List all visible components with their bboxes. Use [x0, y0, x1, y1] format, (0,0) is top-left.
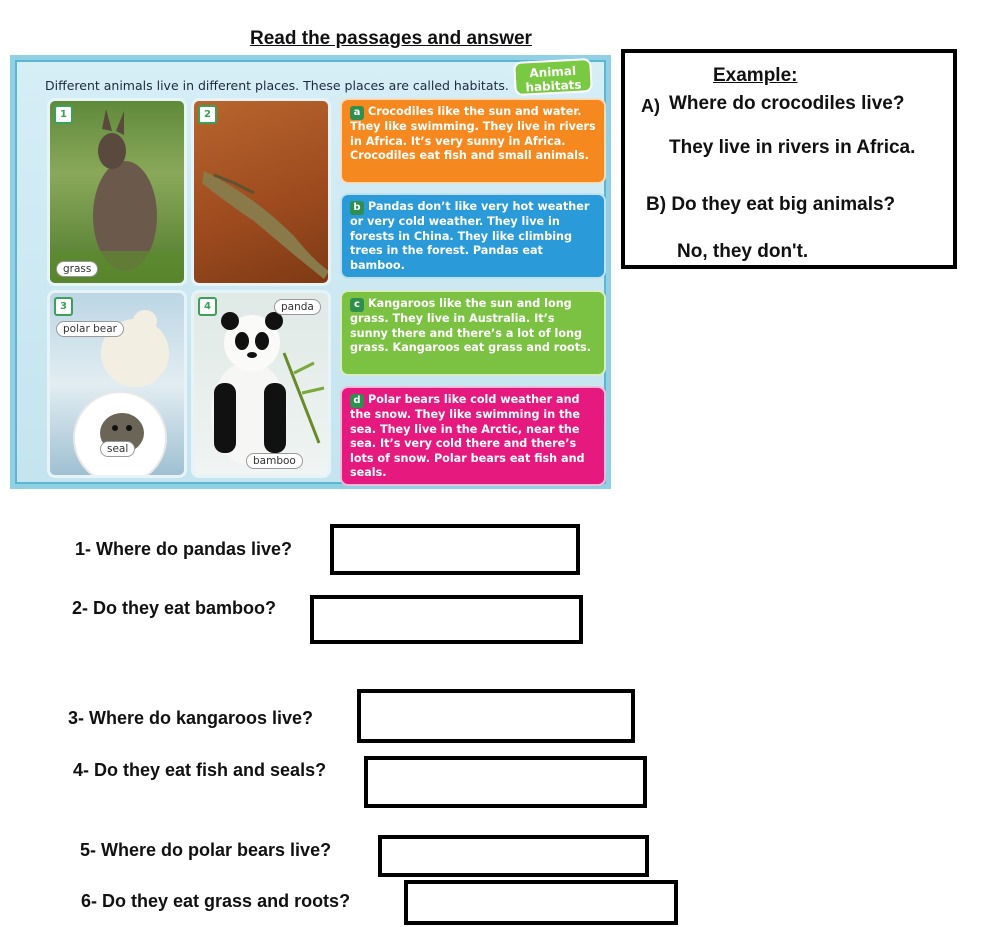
example-title: Example:	[713, 65, 798, 86]
card-letter: a	[350, 106, 364, 120]
answer-input-1[interactable]	[330, 524, 580, 575]
question-1: 1- Where do pandas live?	[75, 539, 293, 559]
panda-label: panda	[274, 299, 321, 315]
card-text: Kangaroos like the sun and long grass. They live in Australia. It’s sunny there and there’s a lot of long grass. Kangaroos eat grass and roots.	[350, 297, 591, 355]
example-answer-1: They live in rivers in Africa.	[669, 137, 916, 158]
textbook-panel	[10, 55, 611, 489]
polar-bear-photo	[47, 290, 187, 478]
example-box	[621, 49, 957, 269]
answer-input-6[interactable]	[404, 880, 678, 925]
answer-input-4[interactable]	[364, 756, 647, 808]
card-text: Polar bears like cold weather and the snow. They like swimming in the sea. They live in the Arctic, near the sea. It’s very cold there and there’s lots of snow. Polar bears eat fish and seals.	[350, 393, 585, 480]
crocodile-photo	[191, 98, 331, 286]
grass-label: grass	[56, 261, 98, 277]
card-letter: d	[350, 394, 364, 408]
example-a-letter: A)	[641, 96, 660, 116]
kangaroo-illustration	[50, 101, 187, 286]
animal-habitats-tag	[513, 58, 593, 96]
answer-input-2[interactable]	[310, 595, 583, 644]
card-letter: b	[350, 201, 364, 215]
card-text: Crocodiles like the sun and water. They like swimming. They live in rivers in Africa. It’s very sunny in Africa. Crocodiles eat fish and small animals.	[350, 105, 596, 163]
question-5: 5- Where do polar bears live?	[80, 840, 332, 860]
tag-line-1: Animal	[529, 63, 577, 81]
panda-illustration	[194, 293, 331, 478]
example-question-2: B) Do they eat big animals?	[646, 194, 896, 215]
question-4: 4- Do they eat fish and seals?	[73, 760, 327, 780]
photo-number: 1	[54, 105, 73, 124]
card-pandas	[340, 193, 606, 279]
card-crocodiles	[340, 98, 606, 184]
photo-number: 4	[198, 297, 217, 316]
answer-input-3[interactable]	[357, 689, 635, 743]
panda-photo	[191, 290, 331, 478]
kangaroo-photo	[47, 98, 187, 286]
question-3: 3- Where do kangaroos live?	[68, 708, 314, 728]
page-title: Read the passages and answer	[250, 28, 532, 49]
bamboo-label: bamboo	[246, 453, 303, 469]
example-answer-2: No, they don't.	[677, 241, 809, 262]
seal-label: seal	[100, 441, 135, 457]
question-6: 6- Do they eat grass and roots?	[81, 891, 351, 911]
tag-line-2: habitats	[525, 77, 582, 95]
crocodile-illustration	[194, 101, 331, 286]
example-question-1: Where do crocodiles live?	[669, 93, 905, 114]
photo-number: 3	[54, 297, 73, 316]
question-2: 2- Do they eat bamboo?	[72, 598, 277, 618]
card-letter: c	[350, 298, 364, 312]
card-text: Pandas don’t like very hot weather or very cold weather. They live in forests in China. They like climbing trees in the forest. Pandas eat bamboo.	[350, 200, 590, 272]
photo-number: 2	[198, 105, 217, 124]
polar-bear-label: polar bear	[56, 321, 124, 337]
answer-input-5[interactable]	[378, 835, 649, 877]
intro-text: Different animals live in different places. These places are called habitats.	[45, 78, 509, 93]
card-kangaroos	[340, 290, 606, 376]
card-polar-bears	[340, 386, 606, 486]
